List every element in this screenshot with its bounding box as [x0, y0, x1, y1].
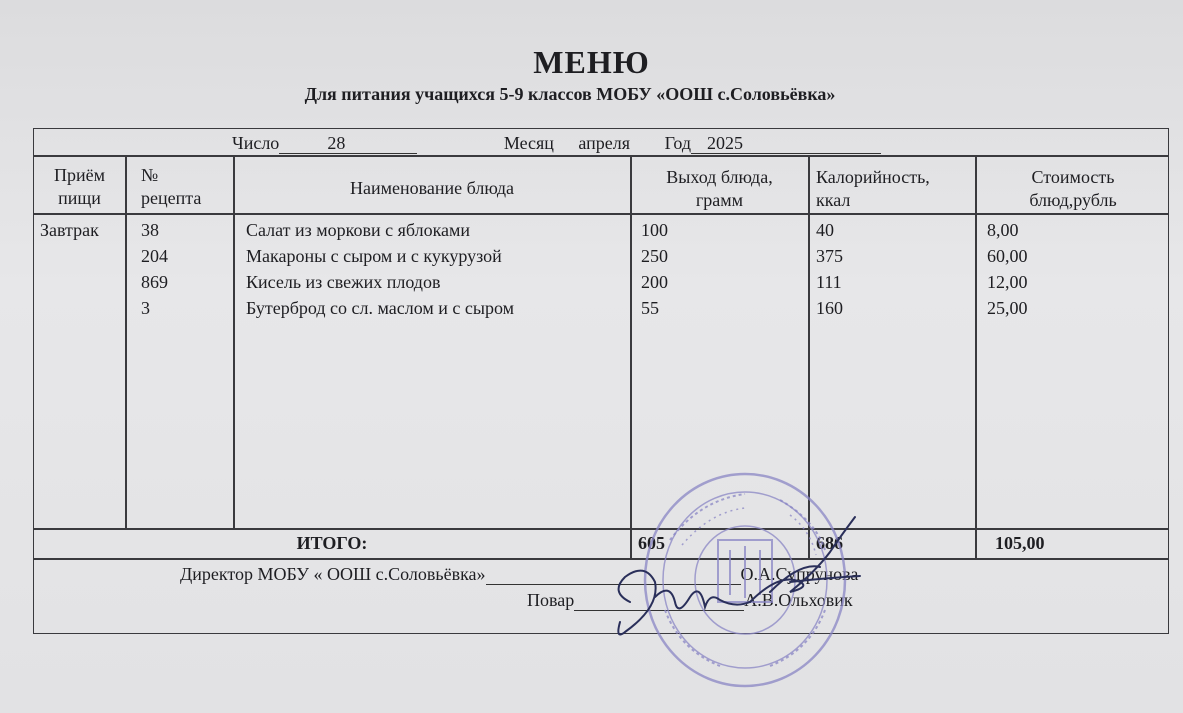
table-row-calories: 160: [816, 298, 843, 318]
rule-total-bottom: [33, 558, 1169, 560]
col-divider-3: [630, 155, 632, 558]
menu-subtitle: Для питания учащихся 5-9 классов МОБУ «ООШ с.Соловьёвка»: [304, 84, 836, 104]
table-row-recipe: 38: [141, 220, 159, 240]
rule-header-bottom: [33, 213, 1169, 215]
cook-label: Повар: [527, 590, 575, 610]
table-row-recipe: 869: [141, 272, 168, 292]
table-row-dish: Бутерброд со сл. маслом и с сыром: [246, 298, 515, 318]
header-meal: Приём пищи: [53, 165, 105, 208]
table-row-cost: 8,00: [987, 220, 1019, 240]
yield-column: [641, 217, 668, 321]
rule-date-bottom: [33, 155, 1169, 157]
total-cost: 105,00: [995, 533, 1045, 553]
recipe-column: [141, 217, 168, 321]
table-row-dish: Макароны с сыром и с кукурузой: [246, 246, 502, 266]
menu-title: МЕНЮ: [533, 44, 650, 80]
cost-column: [987, 217, 1028, 321]
month-label: Месяц: [503, 133, 554, 153]
rule-body-bottom: [33, 528, 1169, 530]
table-row-dish: Салат из моркови с яблоками: [246, 220, 471, 240]
date-line: [232, 133, 881, 154]
table-row-calories: 40: [816, 220, 834, 240]
header-calories: Калорийность, ккал: [816, 167, 930, 210]
table-row-yield: 55: [641, 298, 659, 318]
year-value: 2025: [691, 133, 881, 154]
table-row-calories: 375: [816, 246, 843, 266]
day-value: 28: [279, 133, 417, 154]
header-dish: Наименование блюда: [349, 178, 514, 198]
table-row-yield: 250: [641, 246, 668, 266]
cook-name: А.В.Ольховик: [744, 590, 853, 610]
table-row-calories: 111: [816, 272, 842, 292]
table-row-recipe: 204: [141, 246, 168, 266]
calories-column: [816, 217, 843, 321]
month-value: апреля: [578, 133, 631, 153]
table-row-recipe: 3: [141, 298, 150, 318]
day-label: Число: [232, 133, 280, 153]
total-label: ИТОГО:: [296, 533, 368, 553]
dish-column: [246, 217, 514, 321]
header-cost: Стоимость блюд,рубль: [1029, 167, 1117, 210]
total-yield: 605: [638, 533, 665, 553]
col-divider-1: [125, 155, 127, 528]
meal-type: Завтрак: [40, 220, 99, 240]
table-row-yield: 100: [641, 220, 668, 240]
table-row-yield: 200: [641, 272, 668, 292]
col-divider-2: [233, 155, 235, 528]
cook-handwritten-signature: [600, 562, 770, 642]
table-row-dish: Кисель из свежих плодов: [246, 272, 441, 292]
header-yield: Выход блюда, грамм: [666, 167, 773, 210]
table-row-cost: 60,00: [987, 246, 1028, 266]
year-label: Год: [664, 133, 692, 153]
director-name: О.А.Супрунова: [740, 564, 859, 584]
table-row-cost: 12,00: [987, 272, 1028, 292]
header-recipe: № рецепта: [141, 165, 202, 208]
col-divider-5: [975, 155, 977, 558]
total-calories: 686: [816, 533, 843, 553]
table-row-cost: 25,00: [987, 298, 1028, 318]
director-label: Директор МОБУ « ООШ с.Соловьёвка»: [180, 564, 486, 584]
